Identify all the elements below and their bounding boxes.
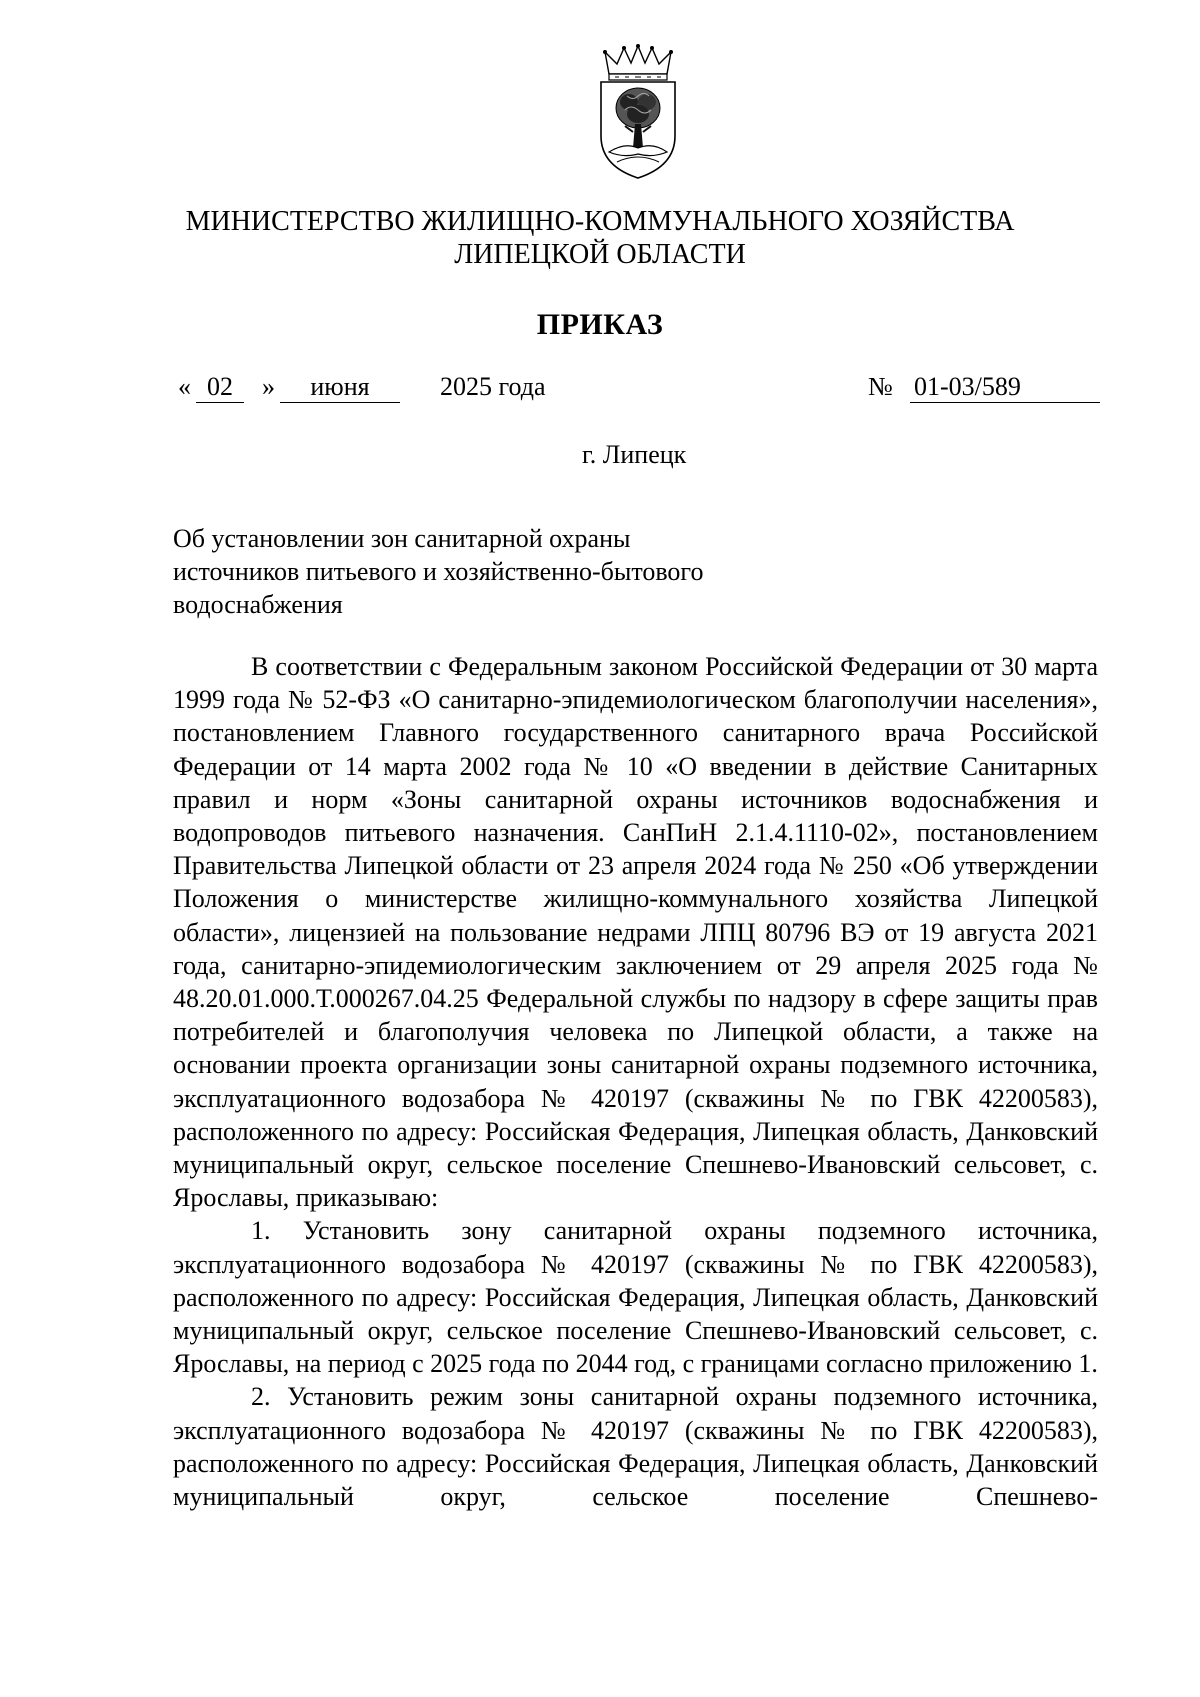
date-month-value: июня [280, 372, 400, 403]
subject-line: источников питьевого и хозяйственно-бытового [173, 557, 704, 586]
coat-of-arms-icon [595, 44, 681, 184]
order-number [910, 372, 1100, 403]
preamble-paragraph: В соответствии с Федеральным законом Российской Федерации от 30 марта 1999 года № 52-ФЗ «О санитарно-эпидемиологическом благополучии населения», постановлением Главного государственного санитарного врача Российской Федерации от 14 марта 2002 года № 10 «О введении в действие Санитарных правил и норм «Зоны санитарной охраны источников водоснабжения и водопроводов питьевого назначения. СанПиН 2.1.4.1110-02», постановлением Правительства Липецкой области от 23 апреля 2024 года № 250 «Об утверждении Положения о министерстве жилищно-коммунального хозяйства Липецкой области», лицензией на пользование недрами ЛПЦ 80796 ВЭ от 19 августа 2021 года, санитарно-эпидемиологическим заключением от 29 апреля 2025 года № 48.20.01.000.Т.000267.04.25 Федеральной службы по надзору в сфере защиты прав потребителей и благополучия человека по Липецкой области, а также на основании проекта организации зоны санитарной охраны подземного источника, эксплуатационного водозабора № 420197 (скважины № по ГВК 42200583), расположенного по адресу: Российская Федерация, Липецкая область, Данковский муниципальный округ, сельское поселение Спешнево-Ивановский сельсовет, с. Ярославы, приказываю: [173, 652, 1098, 1213]
document-type-title: ПРИКАЗ [536, 308, 664, 341]
date-day-value: 02 [196, 372, 244, 403]
order-number-value: 01-03/589 [910, 372, 1100, 403]
date-number-line [0, 372, 1200, 412]
date-quote-open: « [178, 372, 191, 401]
city-name: г. Липецк [582, 440, 687, 469]
order-number-sign: № [868, 372, 893, 401]
date-year: 2025 года [440, 372, 546, 401]
subject-line: водоснабжения [173, 590, 343, 619]
ministry-name-line2: ЛИПЕЦКОЙ ОБЛАСТИ [454, 239, 746, 270]
order-body [173, 650, 1098, 1513]
subject-line: Об установлении зон санитарной охраны [173, 524, 631, 553]
order-subject [173, 522, 773, 621]
date-quote-close: » [262, 372, 275, 401]
date-day [196, 372, 244, 403]
clause-2-paragraph: 2. Установить режим зоны санитарной охраны подземного источника, эксплуатационного водозабора № 420197 (скважины № по ГВК 42200583), расположенного по адресу: Российская Федерация, Липецкая область, Данковский муниципальный округ, сельское поселение Спешнево- [173, 1382, 1098, 1512]
ministry-name-line1: МИНИСТЕРСТВО ЖИЛИЩНО-КОММУНАЛЬНОГО ХОЗЯЙСТВА [185, 206, 1015, 237]
clause-1-paragraph: 1. Установить зону санитарной охраны подземного источника, эксплуатационного водозабора № 420197 (скважины № по ГВК 42200583), расположенного по адресу: Российская Федерация, Липецкая область, Данковский муниципальный округ, сельское поселение Спешнево-Ивановский сельсовет, с. Ярославы, на период с 2025 года по 2044 год, с границами согласно приложению 1. [173, 1216, 1098, 1379]
date-month [280, 372, 400, 403]
